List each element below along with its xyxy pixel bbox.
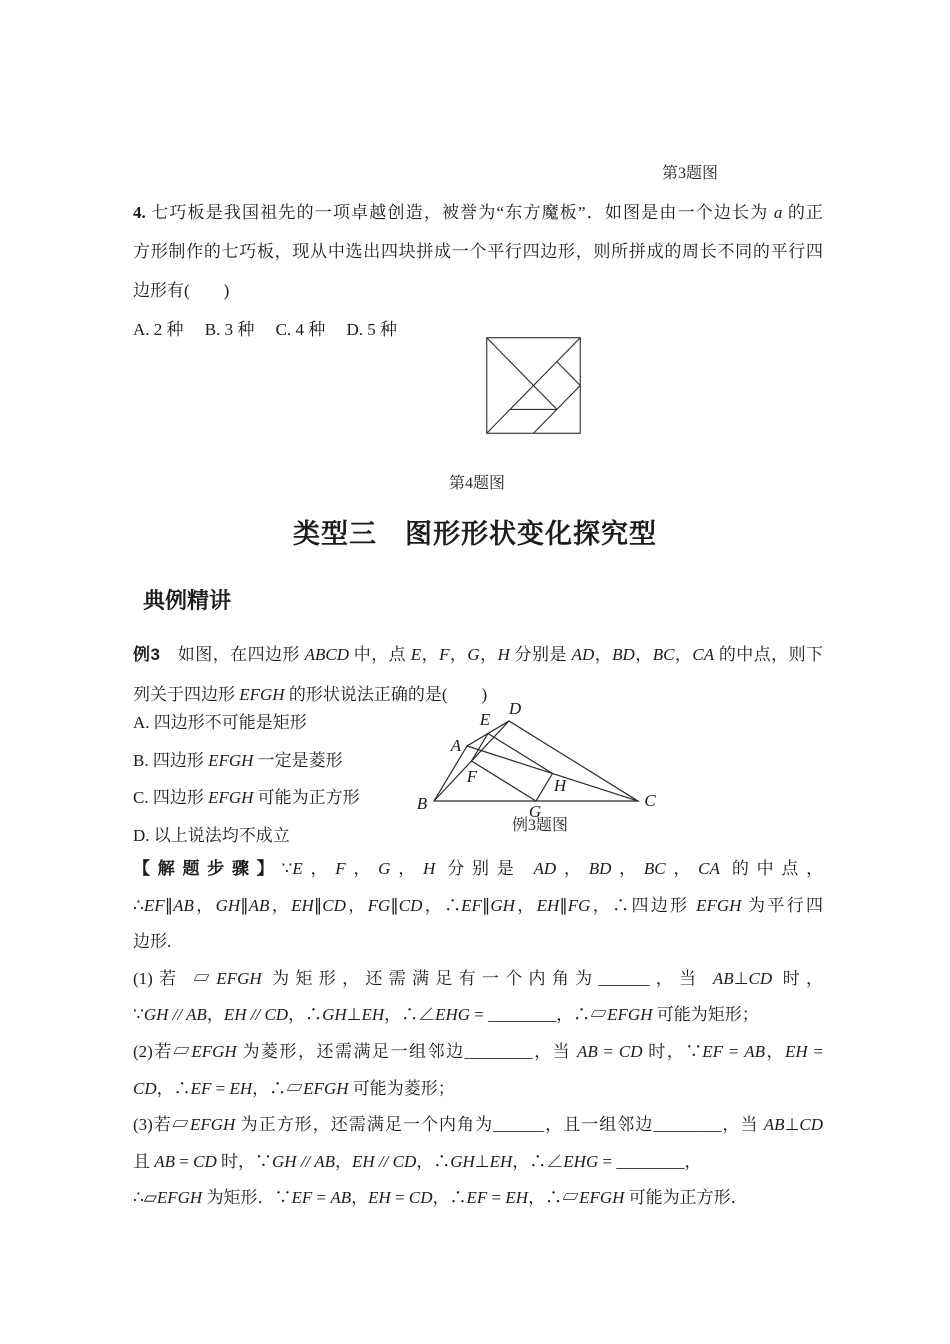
solution-line-10: ∴▱EFGH 为矩形．∵EF = AB，EH = CD，∴EF = EH，∴▱EFGH 可能为正方形． [133, 1188, 748, 1208]
example-3-choice-a: A. 四边形不可能是矩形 [133, 713, 307, 732]
solution-line-9: 且 AB = CD 时，∵GH // AB，EH // CD，∴GH⊥EH，∴∠EHG = ________， [133, 1151, 702, 1171]
question-4-line-1: 4. 七巧板是我国祖先的一项卓越创造，被誉为“东方魔板”．如图是由一个边长为 a 的正 [133, 203, 824, 222]
solution-line-3: 边形. [133, 932, 172, 952]
tangram-cut-topleft-diagonal [487, 338, 557, 410]
quadrilateral-efgh [472, 734, 553, 802]
midpoint-label-e: E [479, 710, 491, 729]
vertex-label-c: C [644, 791, 656, 810]
section-title: 类型三 图形形状变化探究型 [293, 519, 657, 549]
example-3-choice-c: C. 四边形 EFGH 可能为正方形 [133, 788, 360, 807]
tangram-figure [486, 337, 581, 434]
solution-line-6: (2)若▱EFGH 为菱形，还需满足一组邻边________，当 AB = CD 时，∵EF = AB，EH = [133, 1041, 824, 1061]
vertex-label-b: B [416, 794, 428, 813]
solution-line-8: (3)若▱EFGH 为正方形，还需满足一个内角为______，且一组邻边________，当 AB⊥CD [133, 1115, 824, 1135]
tangram-lines [487, 338, 581, 434]
figure3-caption: 第3题图 [661, 165, 718, 182]
example-3-figure-lines [434, 721, 638, 801]
midpoint-label-g: G [528, 802, 542, 821]
solution-steps [133, 851, 823, 1217]
vertex-label-d: D [508, 699, 522, 718]
example-3-choices [133, 704, 403, 854]
question-4-choices: A. 2 种 B. 3 种 C. 4 种 D. 5 种 [133, 320, 397, 339]
solution-line-7: CD，∴EF = EH，∴▱EFGH 可能为菱形； [133, 1078, 455, 1098]
solution-line-1: 【解题步骤】∵E，F，G，H 分别是 AD，BD，BC，CA 的中点， [133, 859, 824, 878]
question-4 [133, 193, 823, 349]
example-3-choice-d: D. 以上说法均不成立 [133, 825, 290, 845]
question-4-line-3: 边形有( ) [133, 281, 230, 300]
subsection-title: 典例精讲 [143, 588, 232, 613]
solution-line-2: ∴EF∥AB，GH∥AB，EH∥CD，FG∥CD，∴EF∥GH，EH∥FG，∴四边形 EFGH 为平行四 [133, 895, 824, 915]
solution-line-4: (1)若 ▱EFGH 为矩形，还需满足有一个内角为______，当 AB⊥CD 时， [133, 968, 824, 988]
figure4-caption: 第4题图 [448, 475, 505, 492]
example-3-line-2: 列关于四边形 EFGH 的形状说法正确的是( ) [133, 685, 488, 704]
example-3-line-1: 例3 如图，在四边形 ABCD 中，点 E，F，G，H 分别是 AD，BD，BC，CA 的中点，则下 [133, 645, 824, 664]
example-3-figure-caption: 例3题图 [511, 817, 568, 834]
vertex-label-a: A [450, 736, 462, 755]
question-4-line-2: 方形制作的七巧板，现从中选出四块拼成一个平行四边形，则所拼成的周长不同的平行四 [133, 242, 823, 261]
midpoint-label-h: H [553, 776, 567, 795]
example-3-choice-b: B. 四边形 EFGH 一定是菱形 [133, 750, 343, 770]
quadrilateral-abcd [434, 721, 638, 801]
tangram-cut-square [557, 362, 580, 386]
solution-line-5: ∵GH // AB，EH // CD，∴GH⊥EH，∴∠EHG = ________，∴▱EFGH 可能为矩形； [133, 1005, 759, 1025]
midpoint-label-f: F [466, 767, 478, 786]
